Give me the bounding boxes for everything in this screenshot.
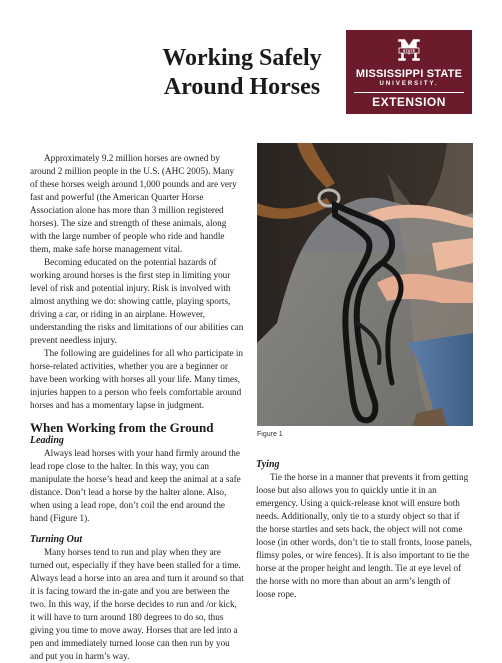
- page-title: [150, 44, 334, 102]
- intro-paragraph-2: Becoming educated on the potential hazards of working around horses is the first step in limiting your level of risk and potential injury. Risk is involved with almost anything we do: showing cattle, playing sports, driving a car, or riding in an airplane. However, understanding the risks and limitations of our abilities can prevent needless injury.: [30, 257, 244, 345]
- figure-1-photo: [257, 143, 473, 426]
- logo-department: EXTENSION: [372, 95, 446, 109]
- turning-out-paragraph: Many horses tend to run and play when they are turned out, especially if they have been stalled for a time. Always lead a horse into an area and turn it around so that it is facing toward the in-gate and you are between the two. In this way, if the horse decides to run and /or kick, it will have to turn around 180 degrees to do so, thus giving you time to move away. Horses that are led into a pen and immediately turned loose can then run by you and put you in harm’s way.: [30, 547, 244, 661]
- subhead-tying: Tying: [256, 459, 280, 470]
- left-column: [30, 152, 244, 663]
- subhead-leading: Leading: [30, 435, 64, 446]
- tying-paragraph: Tie the horse in a manner that prevents it from getting loose but also allows you to quickly untie it in an emergency. Using a quick-release knot will ensure both needs. Additionally, only tie to a sturdy object so that if the horse startles and sets back, the object will not come loose (in other words, don’t tie to stall fronts, loose panels, flimsy poles, or wire fences). It is also important to tie the horse at the proper height and length. Tie at eye level of the horse with no more than about an arm’s length of loose rope.: [256, 472, 472, 599]
- logo-university-sub: UNIVERSITY.: [379, 81, 439, 87]
- intro-paragraph-3: The following are guidelines for all who participate in horse-related activities, whether you are a beginner or have been working with horses all your life. Many times, injuries happen to a person who feels comfortable around horses and has a momentary lapse in judgment.: [30, 348, 243, 410]
- intro-paragraph-1: Approximately 9.2 million horses are owned by around 2 million people in the U.S. (AHC 2005). Many of these horses weigh around 1,000 pounds and are very fast and powerful (the American Quarter Horse Association alone has more than 3 million registered horses). The size and strength of these animals, along with the large number of people who ride and handle them, make safe horse management vital.: [30, 153, 237, 254]
- msu-seal-icon: [396, 37, 422, 63]
- right-column: [256, 459, 472, 601]
- leading-paragraph: Always lead horses with your hand firmly around the lead rope close to the halter. In this way, you can manipulate the horse’s head and keep the animal at a safe distance. Don’t lead a horse by the halter alone. Also, when using a lead rope, don’t coil the end around the hand (Figure 1).: [30, 448, 241, 523]
- section-heading-ground: When Working from the Ground: [30, 420, 214, 435]
- horse-lead-rope-image: [257, 143, 473, 426]
- subhead-turning-out: Turning Out: [30, 534, 83, 545]
- title-line-2: Around Horses: [163, 74, 321, 100]
- title-line-1: Working Safely: [162, 45, 322, 71]
- seal-text: STATE: [402, 48, 416, 53]
- msu-extension-logo: [346, 30, 472, 114]
- logo-university: MISSISSIPPI STATE: [355, 68, 463, 80]
- logo-rule: [354, 92, 464, 93]
- figure-1-caption: Figure 1: [257, 431, 283, 438]
